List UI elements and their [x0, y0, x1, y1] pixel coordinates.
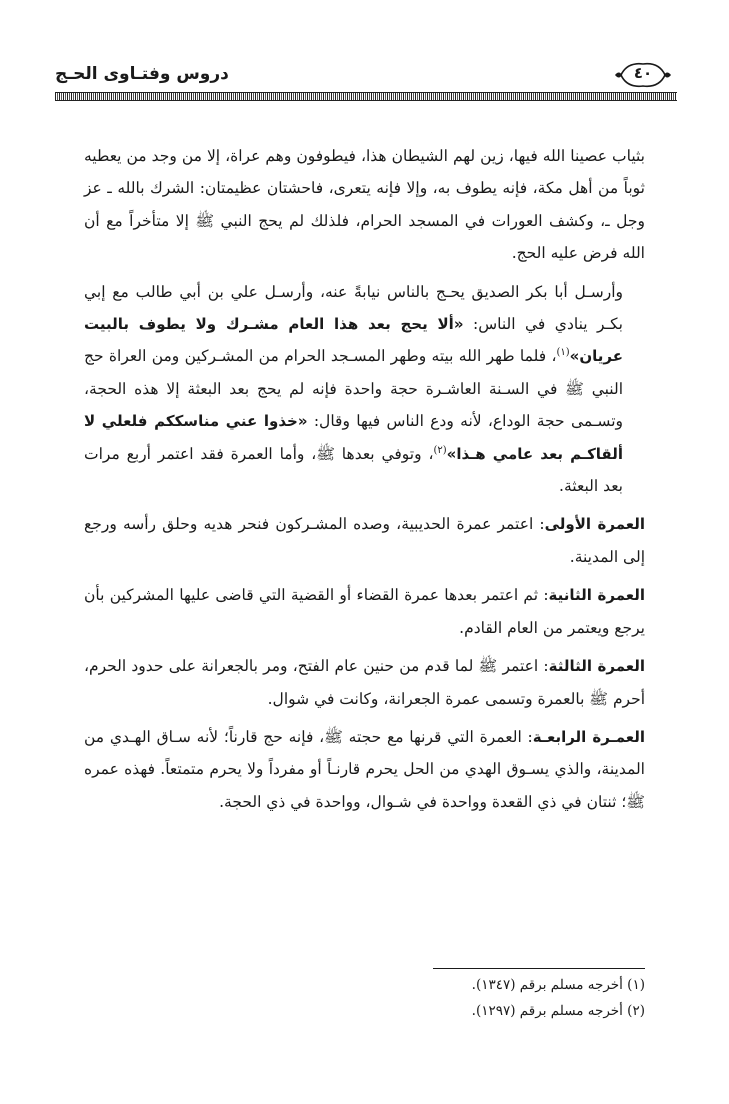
umrah-text: : العمرة التي قرنها مع حجته ﷺ، فإنه حج قارناً؛ لأنه سـاق الهـدي من المدينة، والذي يسـوق الهدي من الحل يحرم قارنـاً أو مفرداً ولا يحرم متمتعاً. فهذه عمره ﷺ؛ ثنتان في ذي القعدة وواحدة في شـوال، وواحدة في ذي الحجة. [84, 727, 645, 811]
page-number-badge [613, 60, 673, 90]
umrah-text: : اعتمر عمرة الحديبية، وصده المشـركون فنحر هديه وحلق رأسه ورجع إلى المدينة. [84, 515, 645, 566]
umrah-text: : اعتمر ﷺ لما قدم من حنين عام الفتح، ومر بالجعرانة على حدود الحرم، أحرم ﷺ بالعمرة وتسمى عمرة الجعرانة، وكانت في شوال. [84, 657, 645, 708]
umrah-second [84, 579, 645, 644]
umrah-label: العمرة الأولى [544, 515, 645, 534]
umrah-label: العمرة الثالثة [548, 657, 645, 676]
umrah-third [84, 650, 645, 715]
footnote-separator [433, 968, 645, 969]
hadith-quote: «ألا يحج بعد هذا العام مشـرك ولا يطوف بالبيت عريان» [84, 315, 623, 366]
hadith-quote: «خذوا عني مناسككم فلعلي لا ألقاكـم بعد عامي هـذا» [84, 412, 623, 463]
book-title: دروس وفتـاوى الحـج [55, 64, 229, 84]
umrah-text: : ثم اعتمر بعدها عمرة القضاء أو القضية التي قاضى عليها المشركين بأن يرجع ويعتمر من العام القادم. [84, 586, 645, 637]
umrah-label: العمرة الثانية [548, 586, 645, 605]
umrah-fourth [84, 721, 645, 818]
umrah-label: العمـرة الرابعـة [532, 727, 645, 746]
footnote: (٢) أخرجه مسلم برقم (١٢٩٧). [471, 1003, 645, 1019]
page-header [55, 58, 677, 104]
header-rule [55, 92, 677, 101]
paragraph-messengers [84, 276, 645, 503]
paragraph: بثياب عصينا الله فيها، زين لهم الشيطان هذا، فيطوفون وهم عراة، إلا من وجد من يعطيه ثوباً من أهل مكة، فإنه يطوف به، وإلا فإنه يتعرى، فاحشتان عظيمتان: الشرك بالله ـ عز وجل ـ، وكشف العورات في المسجد الحرام، فلذلك لم يحج النبي ﷺ إلا متأخراً مع أن الله فرض عليه الحج. [84, 147, 645, 263]
footnote-ref: (٢) [433, 444, 447, 456]
footnote: (١) أخرجه مسلم برقم (١٣٤٧). [471, 977, 645, 993]
umrah-first [84, 508, 645, 573]
body-text [84, 140, 645, 818]
text-run: ، وتوفي بعدها ﷺ، وأما العمرة فقد اعتمر أربع مرات بعد البعثة. [84, 444, 623, 496]
text-run: وأرسـل أبا بكر الصديق يحـج بالناس نيابةً عنه، وأرسـل علي بن أبي طالب مع إبي بكـر ينادي في الناس: [84, 282, 623, 334]
page-number: ٤٠ [633, 64, 653, 82]
footnotes [84, 972, 645, 1024]
footnote-ref: (١) [556, 347, 570, 359]
text-run: ، فلما طهر الله بيته وطهر المسـجد الحرام من المشـركين ومن العراة حج النبي ﷺ في السـنة العاشـرة حجة واحدة فإنه لم يحج بعد البعثة إلا هذه الحجة، وتسـمى حجة الوداع، لأنه ودع الناس فيها وقال: [84, 347, 623, 431]
